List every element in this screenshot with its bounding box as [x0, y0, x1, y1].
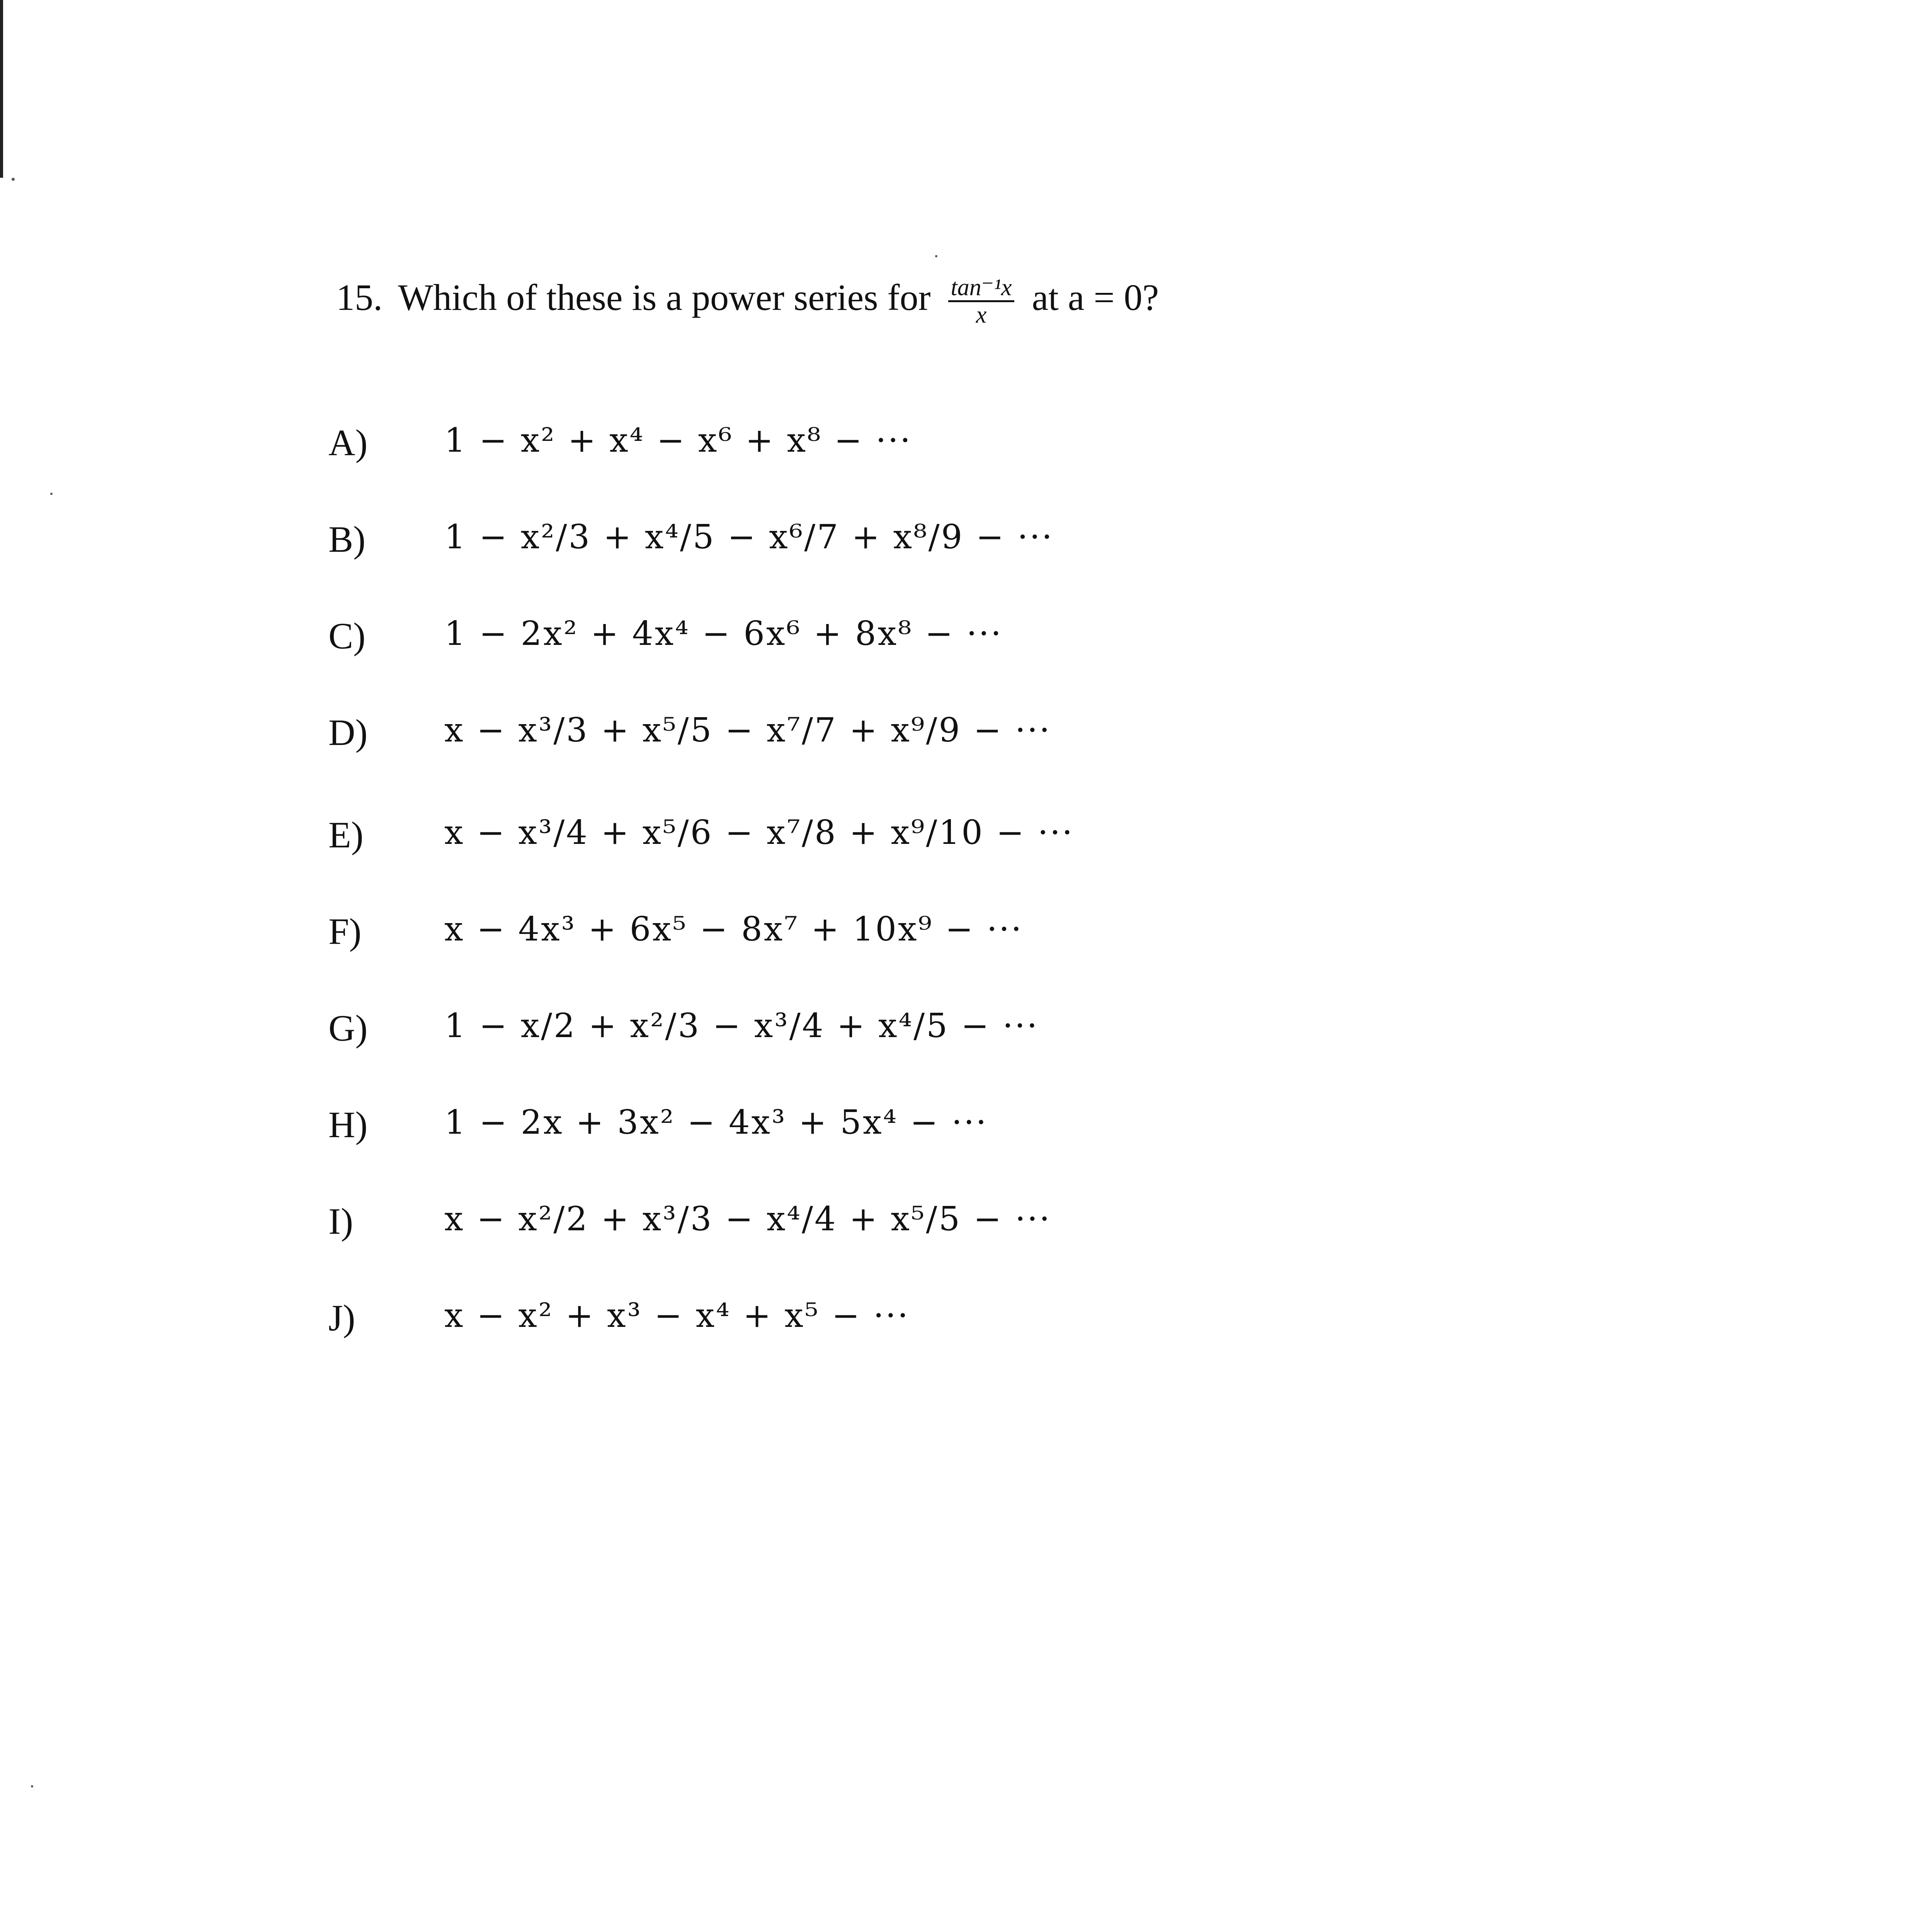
- scan-speck: [935, 255, 937, 257]
- choice-expression: 1 − 2x² + 4x⁴ − 6x⁶ + 8x⁸ − ···: [444, 614, 1003, 653]
- choice-expression: x − x³/4 + x⁵/6 − x⁷/8 + x⁹/10 − ···: [444, 813, 1074, 852]
- choice-letter: G): [328, 1007, 368, 1049]
- question-text: Which of these is a power series for: [398, 277, 931, 318]
- choice-letter: A): [328, 422, 368, 463]
- choice-expression: x − x²/2 + x³/3 − x⁴/4 + x⁵/5 − ···: [444, 1200, 1051, 1238]
- choice-expression: x − x³/3 + x⁵/5 − x⁷/7 + x⁹/9 − ···: [444, 711, 1051, 750]
- choice-letter: D): [328, 712, 368, 753]
- choice-expression: 1 − x² + x⁴ − x⁶ + x⁸ − ···: [444, 421, 912, 460]
- choice-letter: J): [328, 1297, 355, 1338]
- choice-expression: 1 − x²/3 + x⁴/5 − x⁶/7 + x⁸/9 − ···: [444, 518, 1054, 556]
- choice-expression: x − 4x³ + 6x⁵ − 8x⁷ + 10x⁹ − ···: [444, 910, 1023, 949]
- choice-expression: x − x² + x³ − x⁴ + x⁵ − ···: [444, 1296, 910, 1335]
- question-stem: [336, 270, 1159, 328]
- choice-letter: E): [328, 814, 364, 855]
- fraction-denominator: x: [976, 302, 987, 328]
- scan-speck: [50, 493, 53, 495]
- scan-edge-mark: [0, 0, 3, 178]
- choice-expression: 1 − 2x + 3x² − 4x³ + 5x⁴ − ···: [444, 1103, 988, 1142]
- choice-letter: B): [328, 519, 366, 560]
- question-fraction: [948, 275, 1014, 328]
- fraction-numerator: tan⁻¹x: [948, 275, 1014, 302]
- scan-speck: [31, 1785, 33, 1787]
- choice-letter: I): [328, 1201, 353, 1242]
- question-suffix: at a = 0?: [1032, 277, 1159, 318]
- choice-letter: C): [328, 615, 366, 656]
- question-number: 15.: [336, 277, 383, 318]
- choice-expression: 1 − x/2 + x²/3 − x³/4 + x⁴/5 − ···: [444, 1007, 1039, 1045]
- scan-speck: [12, 178, 15, 181]
- choice-letter: F): [328, 911, 362, 952]
- choice-letter: H): [328, 1104, 368, 1145]
